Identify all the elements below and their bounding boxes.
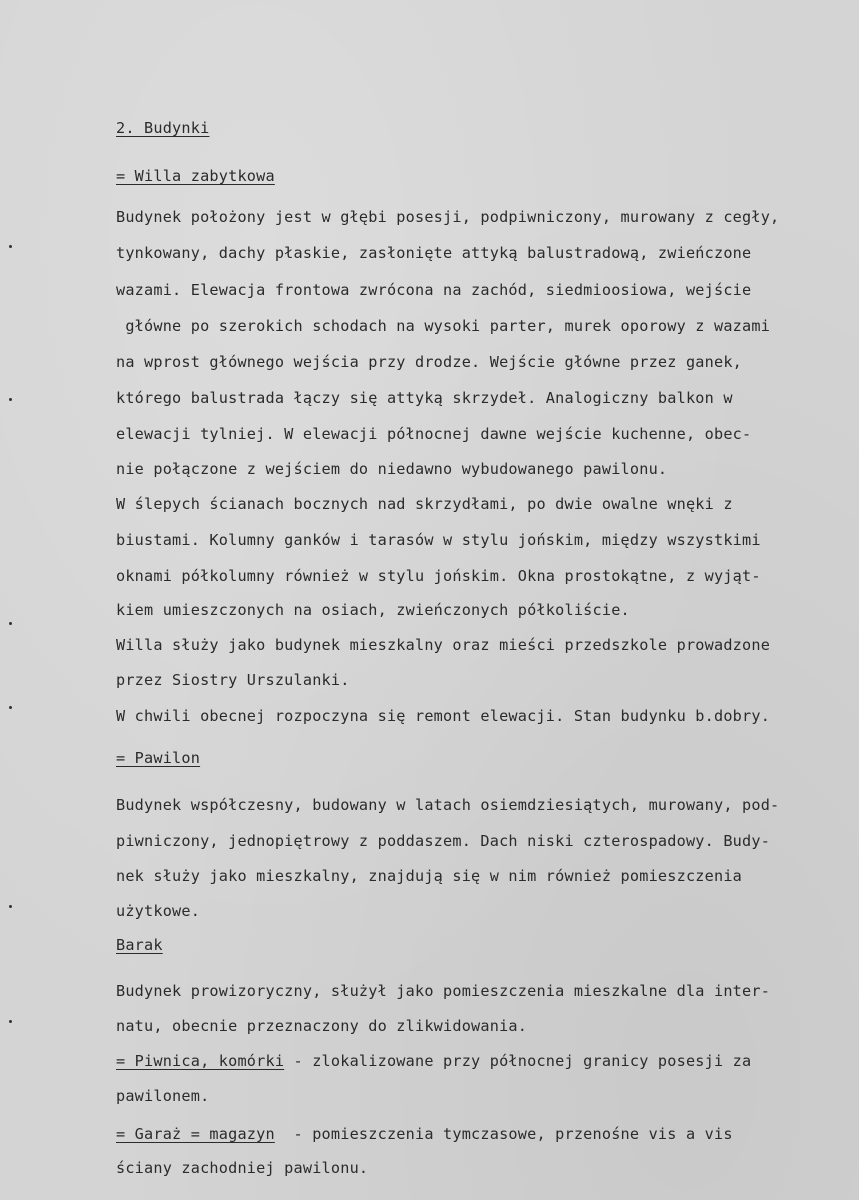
villa-line: tynkowany, dachy płaskie, zasłonięte attyką balustradową, zwieńczone bbox=[116, 244, 752, 262]
punch-hole-mark bbox=[9, 905, 12, 908]
pavilion-line: nek służy jako mieszkalny, znajdują się w nim również pomieszczenia bbox=[116, 867, 743, 885]
villa-line: oknami półkolumny również w stylu jońskim. Okna prostokątne, z wyjąt- bbox=[116, 567, 761, 585]
cellar-line: - zlokalizowane przy północnej granicy posesji za bbox=[284, 1052, 752, 1070]
punch-hole-mark bbox=[9, 1020, 12, 1023]
pavilion-line: użytkowe. bbox=[116, 902, 201, 920]
villa-line: przez Siostry Urszulanki. bbox=[116, 671, 350, 689]
villa-line: W ślepych ścianach bocznych nad skrzydłami, po dwie owalne wnęki z bbox=[116, 495, 733, 513]
pavilion-line: Budynek współczesny, budowany w latach osiemdziesiątych, murowany, pod- bbox=[116, 796, 780, 814]
villa-line: główne po szerokich schodach na wysoki parter, murek oporowy z wazami bbox=[116, 317, 771, 335]
punch-hole-mark bbox=[9, 622, 12, 625]
barrack-line: natu, obecnie przeznaczony do zlikwidowania. bbox=[116, 1017, 528, 1035]
garage-line: ściany zachodniej pawilonu. bbox=[116, 1159, 369, 1177]
villa-line: elewacji tylniej. W elewacji północnej dawne wejście kuchenne, obec- bbox=[116, 425, 752, 443]
cellar-heading: = Piwnica, komórki bbox=[116, 1052, 285, 1070]
villa-line: W chwili obecnej rozpoczyna się remont elewacji. Stan budynku b.dobry. bbox=[116, 707, 771, 725]
villa-line: wazami. Elewacja frontowa zwrócona na zachód, siedmioosiowa, wejście bbox=[116, 281, 752, 299]
pavilion-heading: = Pawilon bbox=[116, 749, 201, 767]
pavilion-line: piwniczony, jednopiętrowy z poddaszem. Dach niski czterospadowy. Budy- bbox=[116, 832, 771, 850]
garage-heading: = Garaż = magazyn bbox=[116, 1125, 275, 1143]
villa-line: na wprost głównego wejścia przy drodze. Wejście główne przez ganek, bbox=[116, 353, 743, 371]
villa-line: nie połączone z wejściem do niedawno wybudowanego pawilonu. bbox=[116, 460, 668, 478]
barrack-line: Budynek prowizoryczny, służył jako pomieszczenia mieszkalne dla inter- bbox=[116, 982, 771, 1000]
cellar-entry bbox=[116, 1051, 751, 1071]
barrack-heading: Barak bbox=[116, 936, 163, 954]
cellar-line: pawilonem. bbox=[116, 1087, 210, 1105]
villa-line: biustami. Kolumny ganków i tarasów w stylu jońskim, między wszystkimi bbox=[116, 531, 761, 549]
section-title: 2. Budynki bbox=[116, 119, 210, 137]
villa-heading: = Willa zabytkowa bbox=[116, 167, 275, 185]
villa-line: którego balustrada łączy się attyką skrzydeł. Analogiczny balkon w bbox=[116, 389, 733, 407]
villa-line: Willa służy jako budynek mieszkalny oraz mieści przedszkole prowadzone bbox=[116, 636, 771, 654]
punch-hole-mark bbox=[9, 245, 12, 248]
garage-entry bbox=[116, 1124, 733, 1144]
garage-line: - pomieszczenia tymczasowe, przenośne vis a vis bbox=[274, 1125, 733, 1143]
villa-line: kiem umieszczonych na osiach, zwieńczonych półkoliście. bbox=[116, 601, 630, 619]
punch-hole-mark bbox=[9, 706, 12, 709]
punch-hole-mark bbox=[9, 398, 12, 401]
villa-line: Budynek położony jest w głębi posesji, podpiwniczony, murowany z cegły, bbox=[116, 208, 780, 226]
